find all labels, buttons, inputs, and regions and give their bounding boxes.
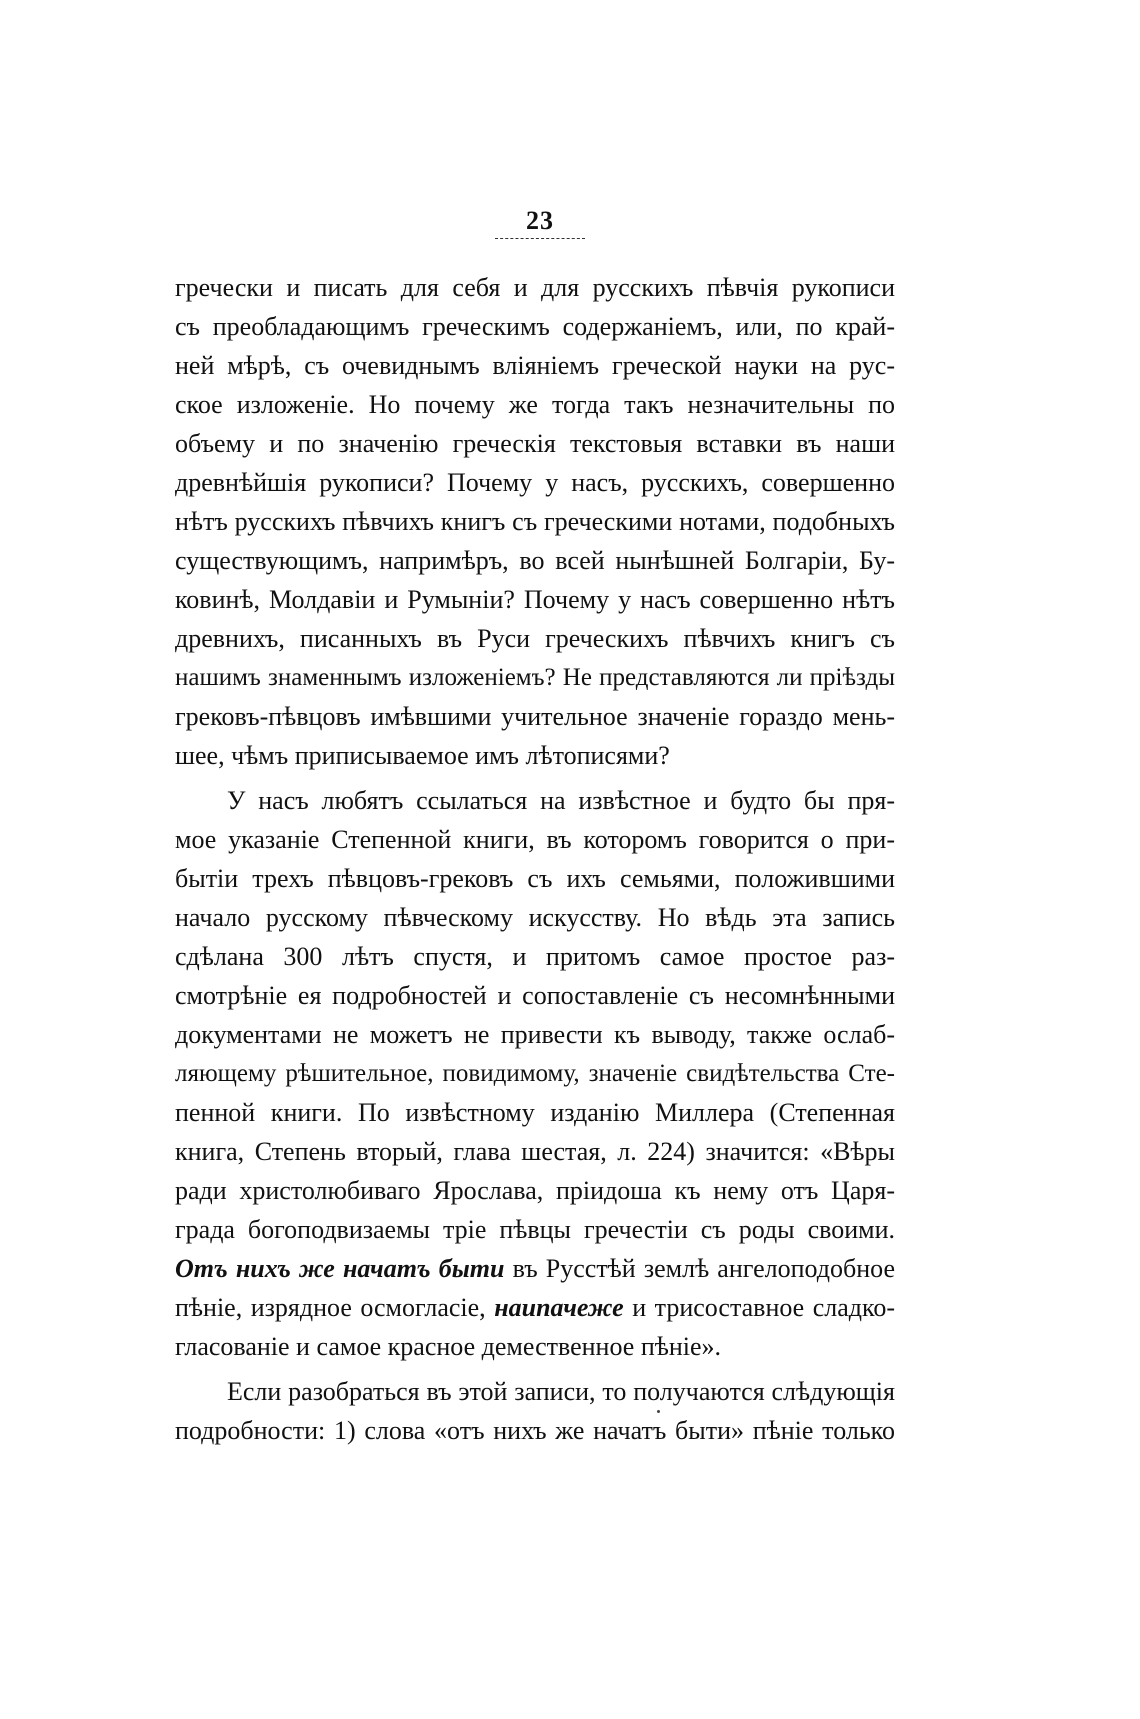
text-line: сдѣлана 300 лѣтъ спустя, и притомъ самое простое раз- <box>175 942 895 971</box>
text-line <box>175 1249 895 1288</box>
print-speck <box>657 1410 660 1413</box>
text-line <box>175 1288 895 1327</box>
text-segment: пѣніе, изрядное осмогласіе, <box>175 1293 495 1322</box>
text-line: шее, чѣмъ приписываемое имъ лѣтописями? <box>175 741 670 770</box>
text-line: грековъ-пѣвцовъ имѣвшими учительное значеніе гораздо мень- <box>175 702 895 731</box>
paragraph-3 <box>175 1372 895 1450</box>
text-line: нашимъ знаменнымъ изложеніемъ? Не представляются ли пріѣзды <box>175 664 895 691</box>
text-line: ковинѣ, Молдавіи и Румыніи? Почему у насъ совершенно нѣтъ <box>175 585 895 614</box>
text-line: ней мѣрѣ, съ очевиднымъ вліяніемъ греческой науки на рус- <box>175 351 895 380</box>
text-line: бытіи трехъ пѣвцовъ-грековъ съ ихъ семьями, положившими <box>175 864 895 893</box>
text-line: существующимъ, напримѣръ, во всей нынѣшней Болгаріи, Бу- <box>175 546 895 575</box>
text-line: древнихъ, писанныхъ въ Руси греческихъ пѣвчихъ книгъ съ <box>175 624 895 653</box>
page-number-rule <box>495 238 585 239</box>
text-line: съ преобладающимъ греческимъ содержаніемъ, или, по край- <box>175 312 895 341</box>
text-line: древнѣйшія рукописи? Почему у насъ, русскихъ, совершенно <box>175 468 895 497</box>
italic-word: наипачеже <box>494 1293 624 1322</box>
text-line: подробности: 1) слова «отъ нихъ же начатъ быти» пѣніе только <box>175 1416 895 1445</box>
page-number-text: 23 <box>526 206 554 235</box>
text-line: документами не можетъ не привести къ выводу, также ослаб- <box>175 1020 895 1049</box>
text-segment: и трисоставное сладко- <box>623 1293 895 1322</box>
text-line: объему и по значенію греческія текстовыя вставки въ наши <box>175 429 895 458</box>
text-line: нѣтъ русскихъ пѣвчихъ книгъ съ греческими нотами, подобныхъ <box>175 507 895 536</box>
text-line: ское изложеніе. Но почему же тогда такъ незначительны по <box>175 390 895 419</box>
text-line: пенной книги. По извѣстному изданію Миллера (Степенная <box>175 1098 895 1127</box>
body-text <box>175 268 895 1450</box>
text-line: ляющему рѣшительное, повидимому, значеніе свидѣтельства Сте- <box>175 1060 895 1087</box>
text-line: гречески и писать для себя и для русскихъ пѣвчія рукописи <box>175 273 895 302</box>
text-line: ради христолюбиваго Ярослава, пріидоша къ нему отъ Царя- <box>175 1176 895 1205</box>
paragraph-2 <box>175 781 895 1366</box>
text-line: Если разобраться въ этой записи, то получаются слѣдующія <box>227 1377 895 1406</box>
text-segment: въ Русстѣй землѣ ангелоподобное <box>504 1254 895 1283</box>
text-line: начало русскому пѣвческому искусству. Но вѣдь эта запись <box>175 903 895 932</box>
text-line: гласованіе и самое красное демественное пѣніе». <box>175 1332 722 1361</box>
italic-quote: Отъ нихъ же начатъ быти <box>175 1254 505 1283</box>
text-line: книга, Степень вторый, глава шестая, л. 224) значится: «Вѣры <box>175 1137 895 1166</box>
text-line: У насъ любятъ ссылаться на извѣстное и будто бы пря- <box>227 786 895 815</box>
paragraph-1 <box>175 268 895 775</box>
text-line: мое указаніе Степенной книги, въ которомъ говорится о при- <box>175 825 895 854</box>
text-line: смотрѣніе ея подробностей и сопоставленіе съ несомнѣнными <box>175 981 895 1010</box>
text-line: града богоподвизаемы тріе пѣвцы гречестіи съ роды своими. <box>175 1215 895 1244</box>
page-number <box>0 206 1080 239</box>
